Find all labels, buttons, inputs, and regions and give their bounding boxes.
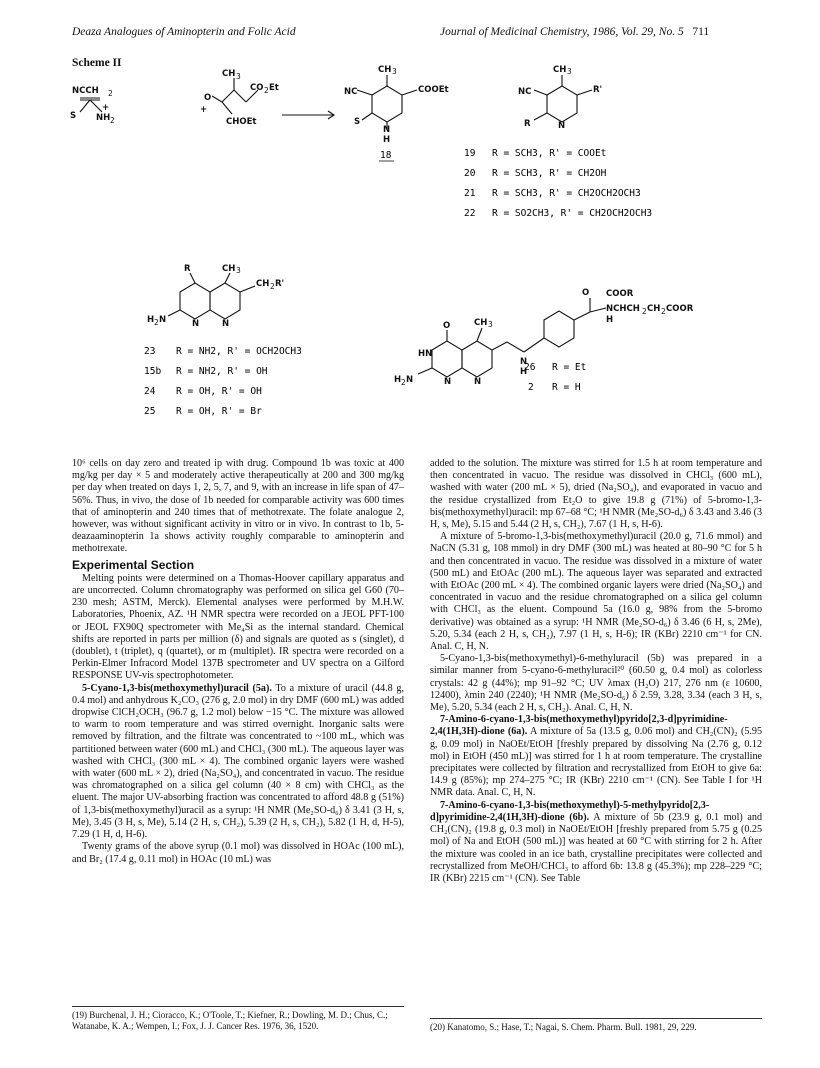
section-heading: Experimental Section [72, 557, 195, 572]
svg-text:H: H [520, 367, 528, 377]
svg-text:N: N [383, 125, 391, 135]
svg-text:Et: Et [269, 83, 279, 93]
running-header-journal [440, 26, 709, 38]
procedure-title: 5-Cyano-1,3-bis(methoxymethyl)uracil (5a). [82, 682, 272, 694]
footnote-19: (19) Burchenal, J. H.; Cioracco, K.; O'Toole, T.; Kiefner, R.; Dowling, M. D.; Chus, C.; Watanabe, K. A.; Wempen, I.; Fox, J. J. Cancer Res. 1976, 36, 1520. [72, 1010, 388, 1031]
scheme-title: Scheme II [72, 57, 122, 69]
r-group-definition: R = SCH3, R' = COOEt [492, 148, 607, 159]
compound-number: 15b [144, 366, 162, 377]
svg-text:COOR: COOR [606, 289, 634, 299]
svg-text:2: 2 [661, 307, 666, 316]
svg-text:NH: NH [96, 113, 111, 123]
svg-text:S: S [354, 117, 361, 127]
paragraph: 5-Cyano-1,3-bis(methoxymethyl)-6-methyluracil (5b) was prepared in a similar manner from 5-cyano-6-methyluracil²⁰ (60.50 g, 0.4 mol) as colorless crystals: 42 g (44%); mp 91–92 °C; UV λmax (H₂O) 217, 276 nm (ε 10600, 12400), λmin 240 (2240); ¹H NMR (Me₂SO-d₆) δ 2.59, 3.28, 3.34 (each 3 H, s, Me), 5.20, 5.34 (each 2 H, s, CH₂). Anal. C, H, N. [430, 653, 762, 714]
svg-text:2: 2 [154, 318, 159, 327]
svg-text:2: 2 [264, 86, 269, 95]
svg-text:2: 2 [270, 282, 275, 291]
scheme-structures [72, 60, 762, 445]
svg-text:R': R' [593, 85, 603, 95]
svg-text:N: N [558, 121, 566, 131]
svg-text:CH: CH [647, 304, 661, 314]
r-group-definition: R = Et [552, 362, 587, 373]
left-column [72, 458, 404, 866]
svg-text:2: 2 [401, 378, 406, 387]
compound-number: 23 [144, 346, 156, 357]
svg-text:NC: NC [518, 87, 532, 97]
svg-text:3: 3 [488, 320, 493, 329]
svg-text:HN: HN [418, 349, 433, 359]
svg-text:+: + [200, 105, 208, 115]
svg-text:COOR: COOR [666, 304, 694, 314]
svg-text:3: 3 [567, 67, 572, 76]
footnote-divider [72, 1006, 404, 1007]
svg-text:N: N [159, 315, 167, 325]
paragraph: Melting points were determined on a Thomas-Hoover capillary apparatus and are uncorrected. Column chromatography was performed on silica gel G60 (70–230 mesh; ASTM, Merck). Elemental analyses were performed by M.H.W. Laboratories, Phoenix, AZ. ¹H NMR spectra were recorded on a JEOL PFT-100 or JEOL FX90Q spectrometer with Me₄Si as the internal standard. Chemical shifts are reported in parts per million (δ) and signals are quoted as s (singlet), d (doublet), t (triplet), q (quartet), or m (multiplet). IR spectra were recorded on a Perkin-Elmer Infracord Model 137B spectrometer and UV spectra on a Gilford RESPONSE UV-vis spectrophotometer. [72, 572, 404, 682]
r-group-table-23-25 [144, 346, 302, 417]
svg-text:CO: CO [250, 83, 264, 93]
svg-text:O: O [443, 321, 451, 331]
svg-text:H: H [394, 375, 402, 385]
svg-text:O: O [204, 93, 212, 103]
svg-text:N: N [444, 377, 452, 387]
r-group-definition: R = SO2CH3, R' = CH2OCH2OCH3 [492, 208, 653, 219]
svg-text:N: N [520, 357, 528, 367]
svg-text:CH: CH [256, 279, 270, 289]
svg-text:N: N [474, 377, 482, 387]
running-header-title: Deaza Analogues of Aminopterin and Folic Acid [72, 26, 296, 38]
svg-text:+: + [102, 103, 110, 113]
footnote-divider [430, 1018, 762, 1019]
procedure-text: A mixture of 5b (23.9 g, 0.1 mol) and CH₂(CN)₂ (19.8 g, 0.3 mol) in NaOEt/EtOH [freshly prepared from 5.75 g (0.25 mol) of Na and EtOH (500 mL)] was heated at 60 °C with stirring for 2 h. After the mixture was cooled in an ice bath, crystalline precipitates were collected and recrystallized from MeOH/CHCl₃ to afford 6b: 13.8 g (45.3%); mp 228–229 °C; IR (KBr) 2215 cm⁻¹ (CN). See Table [430, 811, 762, 884]
procedure-text: To a mixture of uracil (44.8 g, 0.4 mol) and anhydrous K₂CO₃ (276 g, 2.0 mol) in dry DMF (600 mL) was added dropwise ClCH₂OCH₃ (96.7 g, 1.2 mol) below −15 °C. The mixture was allowed to warm to room temperature and was stirred overnight. Inorganic salts were removed by filtration, and the filtrate was concentrated to ~100 mL, which was partitioned between water (600 mL) and CHCl₃ (300 mL). The aqueous layer was washed with CHCl₃ (300 mL × 4). The combined organic layers were washed with water (600 mL × 2), dried (Na₂SO₄), and concentrated in vacuo. The residue was chromatographed on a silica gel column (40 × 8 cm) with CHCl₃ as the eluent. The major UV-absorbing fraction was concentrated to afford 48.8 g (51%) of 1,3-bis(methoxymethyl)uracil as a syrup: ¹H NMR (Me₂SO-d₆) δ 3.41 (3 H, s, Me), 3.45 (3 H, s, Me), 5.14 (2 H, s, CH₂), 5.39 (2 H, s, CH₂), 5.82 (1 H, d, H-5), 7.29 (1 H, d, H-6). [72, 682, 404, 841]
svg-text:CH: CH [222, 69, 236, 79]
svg-text:3: 3 [236, 72, 241, 81]
scheme-ii-figure [72, 60, 762, 445]
svg-text:CH: CH [474, 318, 488, 328]
svg-text:NC: NC [344, 87, 358, 97]
svg-text:N: N [406, 375, 414, 385]
compound-number-18: 18 [380, 150, 392, 161]
compound-number: 26 [524, 362, 536, 373]
paragraph [430, 714, 762, 799]
svg-text:R: R [184, 264, 191, 274]
svg-text:COOEt: COOEt [418, 85, 449, 95]
paragraph: Twenty grams of the above syrup (0.1 mol) was dissolved in HOAc (100 mL), and Br₂ (17.4 g, 0.11 mol) in HOAc (10 mL) was [72, 841, 404, 865]
svg-text:O: O [582, 288, 590, 298]
compound-number: 25 [144, 406, 156, 417]
procedure-text: A mixture of 5a (13.5 g, 0.06 mol) and CH₂(CN)₂ (5.95 g, 0.09 mol) in NaOEt/EtOH [freshly prepared by dissolving Na (2.76 g, 0.12 mol) in EtOH (450 mL)] was stirred for 1 h at room temperature. The crystalline precipitates were collected by filtration and recrystallized from EtOH to give 6a: 14.9 g (85%); mp 274–275 °C; IR (KBr) 2210 cm⁻¹ (CN). See Table I for ¹H NMR data. Anal. C, H, N. [430, 726, 762, 799]
svg-text:NCCH: NCCH [72, 86, 99, 96]
svg-text:H: H [606, 315, 614, 325]
compound-number: 20 [464, 168, 476, 179]
svg-text:NCHCH: NCHCH [606, 304, 640, 314]
r-group-table-19-22 [464, 148, 652, 219]
svg-text:2: 2 [108, 89, 113, 98]
paragraph: added to the solution. The mixture was stirred for 1.5 h at room temperature and then concentrated in vacuo. The residue was dissolved in CHCl₃ (600 mL), washed with water (200 mL × 5), dried (Na₂SO₄), and evaporated in vacuo and the residue crystallized from Et₂O to give 19.8 g (71%) of 5-bromo-1,3-bis(methoxymethyl)uracil: mp 67–68 °C; ¹H NMR (Me₂SO-d₆) δ 3.43 and 3.46 (3 H, s, Me), 5.15 and 5.44 (2 H, s, CH₂), 7.67 (1 H, s, H-6). [430, 458, 763, 531]
svg-text:R: R [524, 119, 531, 129]
compound-number: 2 [528, 382, 534, 393]
r-group-definition: R = NH2, R' = OH [176, 366, 268, 377]
svg-text:CH: CH [378, 65, 392, 75]
paragraph: A mixture of 5-bromo-1,3-bis(methoxymethyl)uracil (20.0 g, 71.6 mmol) and NaCN (5.31 g, 108 mmol) in dry DMF (300 mL) was heated at 80–90 °C for 5 h and then concentrated in vacuo. The residue was dissolved in a mixture of water (500 mL) and EtOAc (200 mL). The aqueous layer was separated and extracted with EtOAc (200 mL × 4). The combined organic layers were dried (Na₂SO₄) and concentrated in vacuo and the residue chromatographed on a silica gel column with CHCl₃ as the eluent. Compound 5a (16.0 g, 98% from the 5-bromo derivative) was obtained as a syrup: ¹H NMR (Me₂SO-d₆) δ 3.46 (6 H, s, 2Me), 5.20, 5.34 (each 2 H, s, CH₂), 7.97 (1 H, s, H-6); IR (KBr) 2210 cm⁻¹ for CN. Anal. C, H, N. [430, 531, 762, 653]
svg-text:S: S [70, 111, 77, 121]
compound-number: 22 [464, 208, 476, 219]
page-number: 711 [692, 26, 710, 38]
paragraph [430, 800, 762, 885]
r-group-definition: R = OH, R' = Br [176, 406, 262, 417]
svg-text:3: 3 [236, 266, 241, 275]
paragraph: 10⁶ cells on day zero and treated ip with drug. Compound 1b was toxic at 400 mg/kg per day × 5 and moderately active therapeutically at 200 and 300 mg/kg per day when treated on days 1, 2, 5, 7, and 9, with an increase in life span of 47–56%. Thus, in vivo, the dose of 1b needed for comparable activity was 600 times that of aminopterin and 240 times that of methotrexate. The folate analogue 2, however, was without significant activity in vitro or in vivo. In contrast to 1b, 5-deazaaminopterin 1a shows activity roughly comparable to aminopterin and methotrexate. [72, 458, 404, 555]
right-column [430, 458, 762, 885]
procedure-title: 7-Amino-6-cyano-1,3-bis(methoxymethyl)-5-methylpyrido[2,3-d]pyrimidine-2,4(1H,3H)-dione (6b). [430, 799, 710, 823]
compound-number: 21 [464, 188, 476, 199]
r-group-table-26-2 [524, 362, 586, 393]
compound-number: 19 [464, 148, 476, 159]
paragraph [72, 683, 404, 842]
r-group-definition: R = H [552, 382, 581, 393]
compound-number: 24 [144, 386, 156, 397]
r-group-definition: R = SCH3, R' = CH2OH [492, 168, 607, 179]
r-group-definition: R = NH2, R' = OCH2OCH3 [176, 346, 302, 357]
svg-text:CH: CH [553, 65, 567, 75]
svg-text:H: H [383, 135, 391, 145]
procedure-title: 7-Amino-6-cyano-1,3-bis(methoxymethyl)pyrido[2,3-d]pyrimidine-2,4(1H,3H)-dione (6a). [430, 714, 728, 738]
r-group-definition: R = SCH3, R' = CH2OCH2OCH3 [492, 188, 641, 199]
svg-text:R': R' [275, 279, 285, 289]
svg-text:2: 2 [110, 116, 115, 125]
svg-text:H: H [147, 315, 155, 325]
svg-text:2: 2 [642, 307, 647, 316]
svg-text:N: N [192, 319, 200, 329]
svg-text:3: 3 [392, 67, 397, 76]
svg-text:CHOEt: CHOEt [226, 117, 257, 127]
svg-text:N: N [222, 319, 230, 329]
svg-text:CH: CH [222, 264, 236, 274]
journal-citation: Journal of Medicinal Chemistry, 1986, Vol. 29, No. 5 [440, 26, 684, 38]
footnote-20: (20) Kanatomo, S.; Hase, T.; Nagai, S. Chem. Pharm. Bull. 1981, 29, 229. [430, 1022, 697, 1032]
r-group-definition: R = OH, R' = OH [176, 386, 262, 397]
